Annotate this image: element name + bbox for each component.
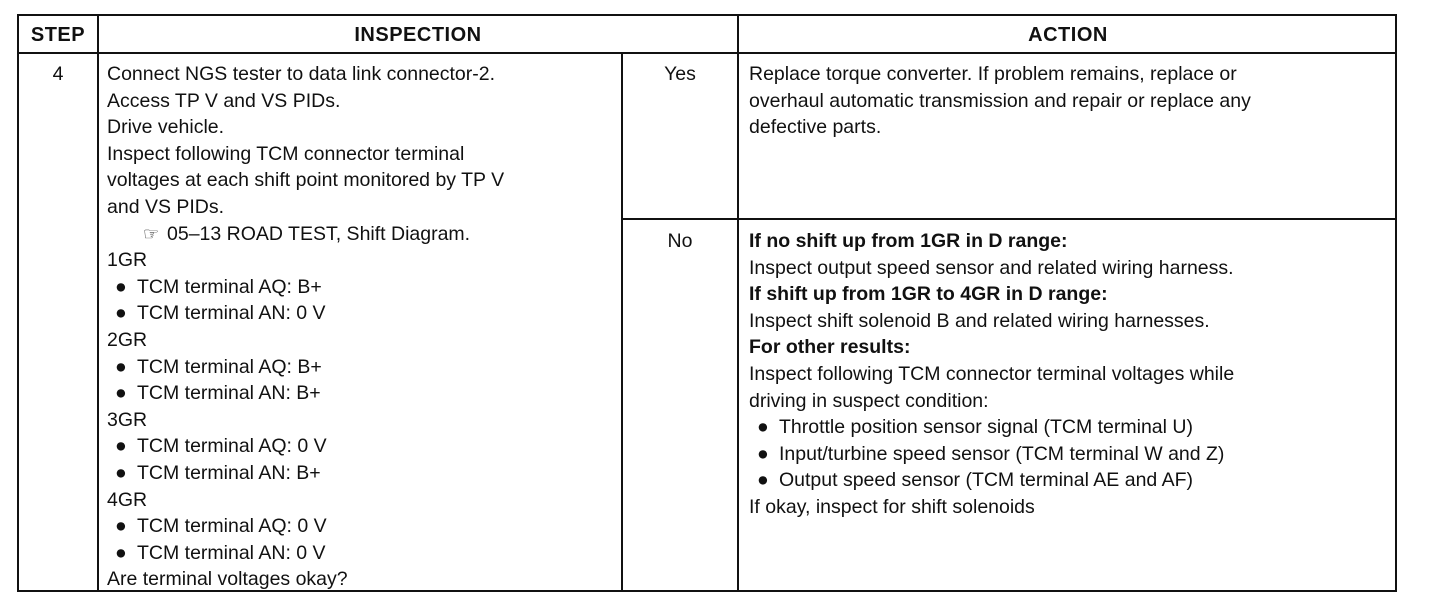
list-item: ● TCM terminal AN: B+ <box>107 380 619 407</box>
bullet-icon: ● <box>115 435 127 458</box>
row-divider <box>621 218 1395 220</box>
action-line: defective parts. <box>749 116 882 139</box>
column-divider <box>737 16 739 590</box>
list-item: ● TCM terminal AQ: 0 V <box>107 433 619 460</box>
action-line: Replace torque converter. If problem remains, replace or <box>749 63 1237 85</box>
list-item: ● TCM terminal AN: B+ <box>107 460 619 487</box>
reference-text: 05–13 ROAD TEST, Shift Diagram. <box>167 222 471 245</box>
condition-text: Inspect shift solenoid B and related wiring harnesses. <box>749 309 1210 332</box>
list-item: ● Throttle position sensor signal (TCM terminal U) <box>749 414 1389 441</box>
bullet-icon: ● <box>757 416 769 439</box>
no-label: No <box>667 230 693 252</box>
condition-text: driving in suspect condition: <box>749 389 989 412</box>
condition-text: Inspect output speed sensor and related wiring harness. <box>749 256 1234 279</box>
list-item: ● TCM terminal AQ: B+ <box>107 354 619 381</box>
condition-heading: If no shift up from 1GR in D range: <box>749 230 1068 252</box>
list-item: ● TCM terminal AQ: B+ <box>107 274 619 301</box>
question-text: Are terminal voltages okay? <box>107 568 348 591</box>
inspection-line: and VS PIDs. <box>107 195 225 218</box>
step-number: 4 <box>52 63 64 85</box>
column-divider <box>97 16 99 590</box>
gear-label: 3GR <box>107 408 148 431</box>
inspection-line: Connect NGS tester to data link connector-2. <box>107 63 496 85</box>
list-item: ● Output speed sensor (TCM terminal AE and AF) <box>749 467 1389 494</box>
reference-link <box>107 221 619 248</box>
list-item: ● TCM terminal AQ: 0 V <box>107 513 619 540</box>
condition-text: Inspect following TCM connector terminal voltages while <box>749 362 1235 385</box>
bullet-icon: ● <box>115 355 127 378</box>
no-action <box>749 228 1389 521</box>
bullet-icon: ● <box>115 302 127 325</box>
bullet-icon: ● <box>115 541 127 564</box>
condition-heading: For other results: <box>749 336 911 359</box>
inspection-line: Drive vehicle. <box>107 116 225 139</box>
bullet-icon: ● <box>115 461 127 484</box>
inspection-line: Access TP V and VS PIDs. <box>107 89 341 112</box>
inspection-cell <box>107 61 619 593</box>
closing-text: If okay, inspect for shift solenoids <box>749 495 1035 518</box>
column-divider <box>621 54 623 590</box>
header-step: STEP <box>30 23 86 46</box>
gear-label: 4GR <box>107 488 148 511</box>
yes-label: Yes <box>664 63 696 85</box>
yes-action <box>749 61 1389 141</box>
bullet-icon: ● <box>115 275 127 298</box>
bullet-icon: ● <box>757 442 769 465</box>
list-item: ● Input/turbine speed sensor (TCM terminal W and Z) <box>749 441 1389 468</box>
reference-hand-icon: ☞ <box>143 223 160 244</box>
inspection-line: Inspect following TCM connector terminal <box>107 142 465 165</box>
condition-heading: If shift up from 1GR to 4GR in D range: <box>749 283 1108 306</box>
inspection-line: voltages at each shift point monitored by TP V <box>107 169 505 192</box>
header-inspection: INSPECTION <box>354 23 482 46</box>
bullet-icon: ● <box>115 515 127 538</box>
list-item: ● TCM terminal AN: 0 V <box>107 300 619 327</box>
diagnostic-table <box>17 14 1397 592</box>
bullet-icon: ● <box>757 469 769 492</box>
gear-label: 1GR <box>107 249 148 272</box>
gear-label: 2GR <box>107 328 148 351</box>
bullet-icon: ● <box>115 382 127 405</box>
header-action: ACTION <box>1028 23 1108 46</box>
list-item: ● TCM terminal AN: 0 V <box>107 540 619 567</box>
action-line: overhaul automatic transmission and repair or replace any <box>749 89 1251 112</box>
